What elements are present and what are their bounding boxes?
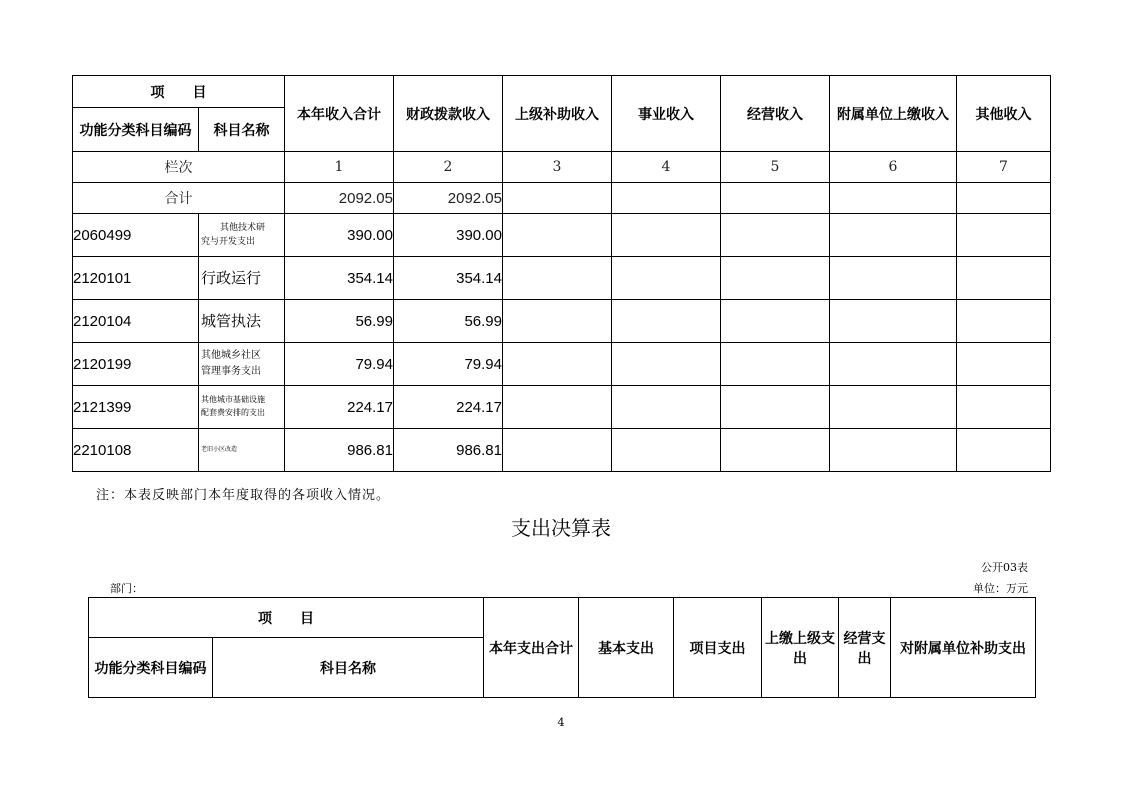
expense-header-affiliate-subsidy: 对附属单位补助支出 (891, 598, 1036, 698)
row-name: 行政运行 (199, 257, 285, 300)
col-number: 5 (721, 152, 830, 183)
column-index-label: 栏次 (73, 152, 285, 183)
header-name: 科目名称 (199, 108, 285, 152)
expense-header-operating: 经营支出 (839, 598, 891, 698)
row-name-line: 究与开发支出 (201, 237, 256, 247)
expense-header-basic: 基本支出 (579, 598, 674, 698)
row-total: 56.99 (285, 300, 394, 343)
row-name-line: 其他城乡社区 (201, 350, 261, 361)
form-number: 公开03表 (981, 561, 1028, 574)
col-number: 4 (612, 152, 721, 183)
row-total: 986.81 (285, 429, 394, 472)
page-number: 4 (557, 716, 565, 729)
col-number: 2 (394, 152, 503, 183)
row-total: 354.14 (285, 257, 394, 300)
col-number: 3 (503, 152, 612, 183)
department-label: 部门： (110, 582, 143, 595)
row-code: 2120101 (73, 257, 199, 300)
row-fiscal: 354.14 (394, 257, 503, 300)
expense-header-total: 本年支出合计 (484, 598, 579, 698)
total-value: 2092.05 (285, 183, 394, 214)
col-number: 7 (957, 152, 1051, 183)
row-total: 390.00 (285, 214, 394, 257)
expense-table (88, 597, 1036, 698)
header-other-income: 其他收入 (957, 76, 1051, 152)
row-fiscal: 224.17 (394, 386, 503, 429)
row-code: 2120104 (73, 300, 199, 343)
row-name (199, 343, 285, 386)
table-row (73, 343, 1051, 386)
row-code: 2060499 (73, 214, 199, 257)
row-name (199, 214, 285, 257)
expense-header-remit-superior: 上缴上级支出 (762, 598, 839, 698)
total-value: 2092.05 (394, 183, 503, 214)
header-superior-subsidy: 上级补助收入 (503, 76, 612, 152)
row-name-line: 其他城市基础设施 (201, 395, 265, 405)
header-fiscal-income: 财政拨款收入 (394, 76, 503, 152)
table-row (73, 214, 1051, 257)
table-row (73, 429, 1051, 472)
row-name: 城管执法 (199, 300, 285, 343)
row-fiscal: 56.99 (394, 300, 503, 343)
expense-header-code: 功能分类科目编码 (89, 638, 213, 698)
expense-header-project-exp: 项目支出 (674, 598, 762, 698)
header-business-income: 事业收入 (612, 76, 721, 152)
header-affiliate-income: 附属单位上缴收入 (830, 76, 957, 152)
expense-header-project: 项 目 (89, 598, 484, 638)
table-row (73, 300, 1051, 343)
row-name-line: 其他技术研 (219, 222, 265, 233)
table-row (73, 386, 1051, 429)
income-table-note: 注：本表反映部门本年度取得的各项收入情况。 (96, 488, 391, 503)
row-code: 2121399 (73, 386, 199, 429)
row-name: 老旧小区改造 (199, 429, 285, 472)
col-number: 1 (285, 152, 394, 183)
row-fiscal: 79.94 (394, 343, 503, 386)
table-row (73, 257, 1051, 300)
total-label: 合计 (73, 183, 285, 214)
expense-table-title: 支出决算表 (511, 516, 611, 540)
row-name-line: 管理事务支出 (201, 366, 261, 377)
header-project: 项 目 (73, 76, 285, 108)
row-code: 2210108 (73, 429, 199, 472)
header-code: 功能分类科目编码 (73, 108, 199, 152)
col-number: 6 (830, 152, 957, 183)
header-total-income: 本年收入合计 (285, 76, 394, 152)
unit-label: 单位：万元 (973, 582, 1028, 595)
row-fiscal: 390.00 (394, 214, 503, 257)
income-table (72, 75, 1051, 472)
row-code: 2120199 (73, 343, 199, 386)
expense-header-name: 科目名称 (213, 638, 484, 698)
row-name (199, 386, 285, 429)
row-total: 79.94 (285, 343, 394, 386)
header-operating-income: 经营收入 (721, 76, 830, 152)
row-name-line: 配套费安排的支出 (201, 408, 265, 417)
row-fiscal: 986.81 (394, 429, 503, 472)
row-total: 224.17 (285, 386, 394, 429)
